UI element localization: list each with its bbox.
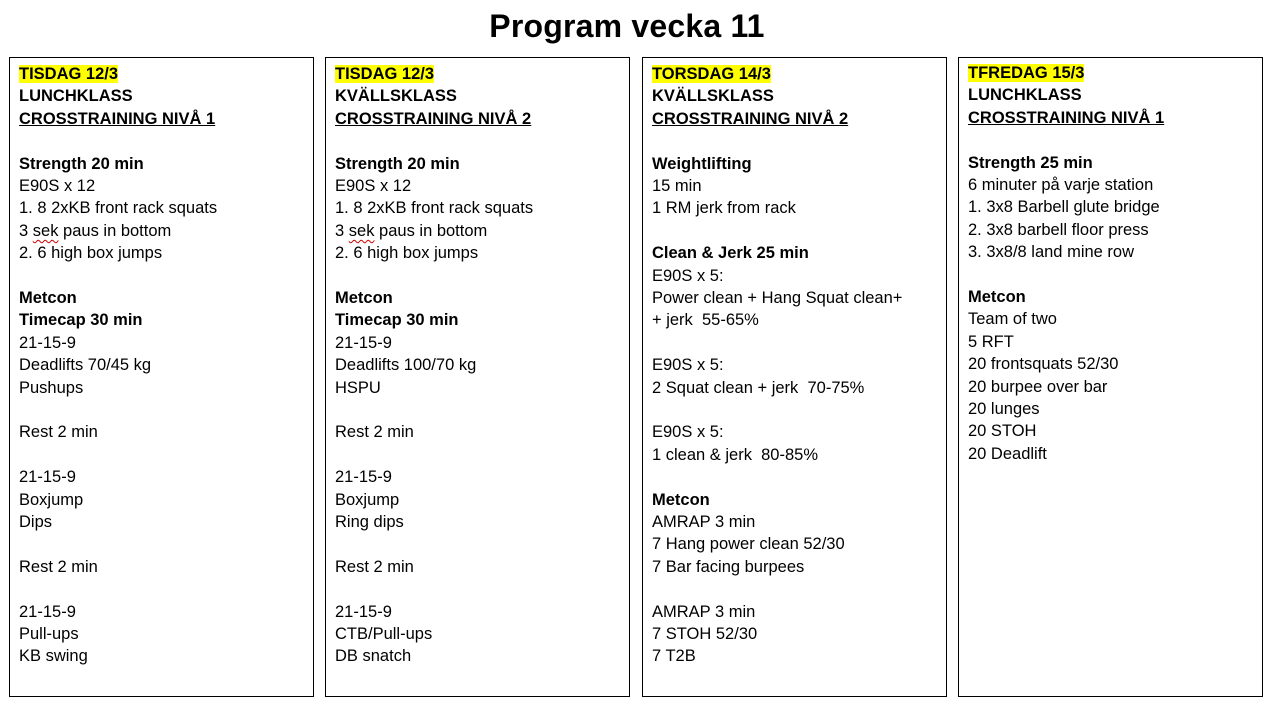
- blank-line: [19, 533, 313, 555]
- workout-line: 20 burpee over bar: [968, 377, 1108, 396]
- workout-line: Rest 2 min: [335, 423, 414, 442]
- workout-lines: [335, 130, 629, 668]
- workout-line: AMRAP 3 min: [652, 602, 756, 621]
- day-heading: TFREDAG 15/3: [968, 64, 1085, 82]
- workout-line: + jerk 55-65%: [652, 311, 759, 330]
- blank-line: [335, 578, 629, 600]
- blank-line: [19, 444, 313, 466]
- workout-line: 2. 6 high box jumps: [19, 244, 163, 263]
- workout-line: 7 Hang power clean 52/30: [652, 535, 845, 554]
- workout-line: 20 STOH: [968, 422, 1037, 441]
- workout-lines: [968, 129, 1262, 465]
- workout-line: 5 RFT: [968, 332, 1014, 351]
- workout-line: Pull-ups: [19, 625, 79, 644]
- workout-line: 7 T2B: [652, 647, 696, 666]
- workout-line: 20 Deadlift: [968, 444, 1047, 463]
- workout-line: CTB/Pull-ups: [335, 625, 433, 644]
- workout-line: Boxjump: [19, 490, 84, 509]
- day-column-torsdag-evening: [642, 57, 947, 697]
- workout-line: 21-15-9: [19, 333, 76, 352]
- class-label: LUNCHKLASS: [19, 87, 133, 106]
- workout-lines: [652, 130, 946, 668]
- workout-line: Deadlifts 100/70 kg: [335, 356, 477, 375]
- spellcheck-word: sek: [348, 221, 375, 240]
- workout-line: 2 Squat clean + jerk 70-75%: [652, 378, 865, 397]
- class-label: KVÄLLSKLASS: [335, 87, 457, 106]
- workout-line: Deadlifts 70/45 kg: [19, 356, 152, 375]
- workout-line: AMRAP 3 min: [652, 513, 756, 532]
- section-heading: Metcon: [19, 289, 77, 308]
- workout-line: Team of two: [968, 310, 1057, 329]
- blank-line: [335, 130, 629, 152]
- blank-line: [652, 332, 946, 354]
- page-title: Program vecka 11: [489, 8, 765, 44]
- section-heading: Timecap 30 min: [335, 311, 459, 330]
- workout-line: 1. 8 2xKB front rack squats: [335, 199, 534, 218]
- class-label: KVÄLLSKLASS: [652, 87, 774, 106]
- day-column-fredag-lunch: [958, 57, 1263, 697]
- blank-line: [968, 264, 1262, 286]
- section-heading: Strength 20 min: [335, 154, 460, 173]
- workout-line: E90S x 12: [335, 177, 412, 196]
- blank-line: [335, 444, 629, 466]
- day-heading: TORSDAG 14/3: [652, 65, 771, 83]
- workout-line: 1 RM jerk from rack: [652, 199, 796, 218]
- blank-line: [335, 399, 629, 421]
- section-heading: Strength 20 min: [19, 154, 144, 173]
- workout-lines: [19, 130, 313, 668]
- workout-line: 1. 3x8 Barbell glute bridge: [968, 198, 1160, 217]
- section-heading: Metcon: [335, 289, 393, 308]
- day-column-tisdag-lunch: [9, 57, 314, 697]
- blank-line: [968, 129, 1262, 151]
- workout-line: 1. 8 2xKB front rack squats: [19, 199, 218, 218]
- blank-line: [652, 220, 946, 242]
- section-heading: Weightlifting: [652, 154, 752, 173]
- workout-line: Pushups: [19, 378, 84, 397]
- section-heading: Strength 25 min: [968, 153, 1093, 172]
- workout-line: 20 lunges: [968, 400, 1040, 419]
- workout-line: Power clean + Hang Squat clean+: [652, 289, 903, 308]
- program-label: CROSSTRAINING NIVÅ 2: [335, 109, 532, 128]
- spellcheck-word: sek: [32, 221, 59, 240]
- program-label: CROSSTRAINING NIVÅ 1: [968, 108, 1165, 127]
- workout-line: 7 STOH 52/30: [652, 625, 758, 644]
- workout-line: Dips: [19, 513, 53, 532]
- program-label: CROSSTRAINING NIVÅ 2: [652, 109, 849, 128]
- workout-line: 20 frontsquats 52/30: [968, 355, 1119, 374]
- blank-line: [335, 533, 629, 555]
- blank-line: [652, 399, 946, 421]
- workout-line: Rest 2 min: [19, 557, 98, 576]
- day-heading: TISDAG 12/3: [19, 65, 119, 83]
- workout-line: 6 minuter på varje station: [968, 176, 1154, 195]
- section-heading: Metcon: [968, 288, 1026, 307]
- workout-line: 21-15-9: [335, 468, 392, 487]
- workout-line: 21-15-9: [335, 333, 392, 352]
- blank-line: [19, 578, 313, 600]
- workout-line: E90S x 5:: [652, 423, 724, 442]
- workout-line: 3. 3x8/8 land mine row: [968, 243, 1135, 262]
- workout-line: Ring dips: [335, 513, 404, 532]
- workout-line: E90S x 12: [19, 177, 96, 196]
- program-label: CROSSTRAINING NIVÅ 1: [19, 109, 216, 128]
- workout-line: 1 clean & jerk 80-85%: [652, 445, 819, 464]
- workout-line: Rest 2 min: [19, 423, 98, 442]
- workout-line: 3 sek paus in bottom: [335, 221, 488, 240]
- blank-line: [652, 578, 946, 600]
- section-heading: Clean & Jerk 25 min: [652, 244, 809, 263]
- blank-line: [19, 130, 313, 152]
- blank-line: [335, 265, 629, 287]
- workout-line: 2. 6 high box jumps: [335, 244, 479, 263]
- workout-line: Rest 2 min: [335, 557, 414, 576]
- workout-line: 3 sek paus in bottom: [19, 221, 172, 240]
- workout-line: 7 Bar facing burpees: [652, 557, 805, 576]
- workout-line: HSPU: [335, 378, 381, 397]
- workout-line: Boxjump: [335, 490, 400, 509]
- blank-line: [652, 466, 946, 488]
- section-heading: Metcon: [652, 490, 710, 509]
- day-heading: TISDAG 12/3: [335, 65, 435, 83]
- class-label: LUNCHKLASS: [968, 86, 1082, 105]
- workout-line: 15 min: [652, 177, 702, 196]
- workout-line: 21-15-9: [19, 602, 76, 621]
- workout-line: 21-15-9: [335, 602, 392, 621]
- blank-line: [652, 130, 946, 152]
- workout-line: DB snatch: [335, 647, 412, 666]
- blank-line: [19, 265, 313, 287]
- workout-line: E90S x 5:: [652, 266, 724, 285]
- workout-line: 2. 3x8 barbell floor press: [968, 220, 1149, 239]
- blank-line: [19, 399, 313, 421]
- workout-line: E90S x 5:: [652, 356, 724, 375]
- workout-line: KB swing: [19, 647, 88, 666]
- section-heading: Timecap 30 min: [19, 311, 143, 330]
- day-column-tisdag-evening: [325, 57, 630, 697]
- workout-line: 21-15-9: [19, 468, 76, 487]
